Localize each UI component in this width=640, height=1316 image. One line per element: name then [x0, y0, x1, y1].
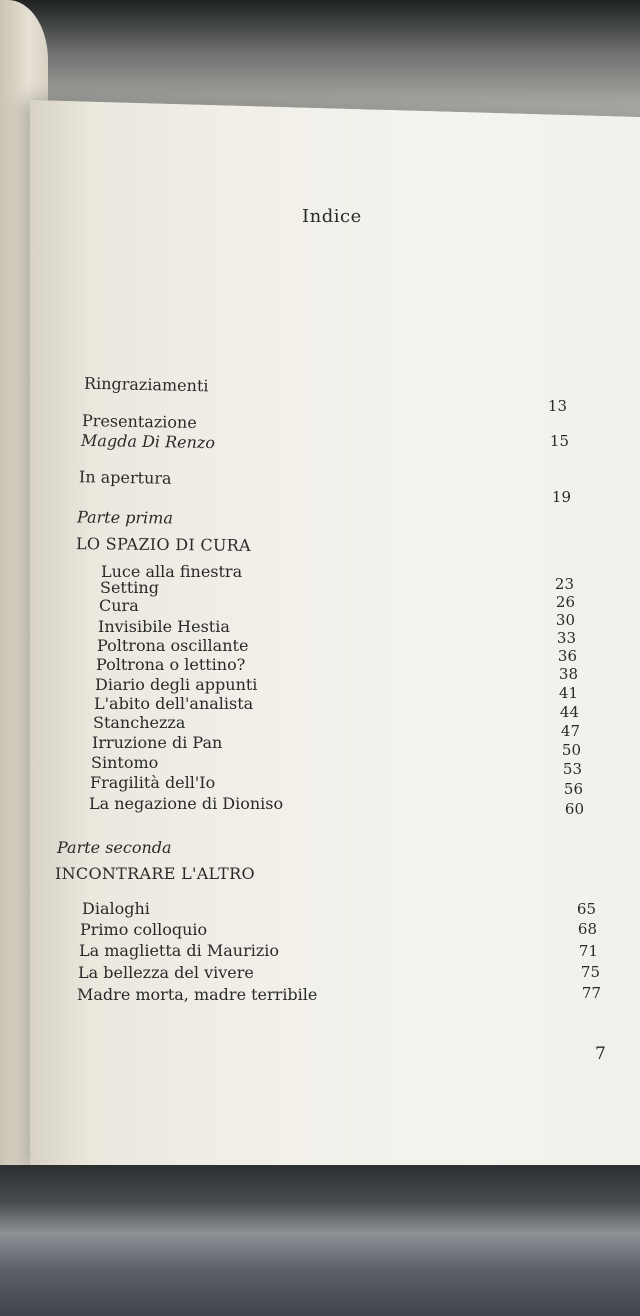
toc-page-ringraziamenti: 13: [547, 397, 567, 415]
background-bottom: [0, 1165, 640, 1316]
toc-entry-ringraziamenti: Ringraziamenti: [83, 373, 209, 396]
toc-page: 60: [564, 800, 584, 818]
part1-heading: LO SPAZIO DI CURA: [75, 534, 252, 555]
toc-entry: Setting: [100, 578, 159, 597]
toc-entry: Luce alla finestra: [101, 562, 243, 581]
toc-page: 53: [562, 760, 582, 778]
toc-page-in-apertura: 19: [551, 488, 571, 506]
toc-page-presentazione: 15: [549, 432, 569, 450]
toc-page: 38: [558, 665, 578, 683]
part2-label: Parte seconda: [57, 838, 172, 857]
toc-page: 71: [578, 942, 598, 960]
toc-entry: La maglietta di Maurizio: [79, 941, 280, 960]
toc-page: 33: [556, 629, 576, 647]
toc-entry: Irruzione di Pan: [92, 733, 223, 752]
toc-entry: Diario degli appunti: [95, 675, 258, 694]
toc-page: 23: [554, 575, 574, 593]
toc-entry: Invisibile Hestia: [98, 617, 230, 636]
toc-page: 56: [563, 780, 583, 798]
part2-heading: INCONTRARE L'ALTRO: [55, 864, 255, 883]
toc-page: 68: [577, 920, 597, 938]
toc-entry-presentazione-author: Magda Di Renzo: [80, 430, 216, 453]
toc-entry: Poltrona o lettino?: [96, 655, 246, 674]
toc-page: 44: [559, 703, 579, 721]
toc-page: 65: [576, 900, 596, 918]
toc-entry: Stanchezza: [93, 713, 186, 732]
toc-page: 26: [555, 593, 575, 611]
toc-entry: L'abito dell'analista: [94, 694, 254, 713]
page-number: 7: [595, 1044, 606, 1064]
toc-entry: Cura: [99, 596, 139, 615]
page-title: Indice: [302, 206, 362, 227]
toc-entry: Dialoghi: [82, 899, 150, 918]
toc-entry-presentazione: Presentazione: [81, 410, 197, 433]
toc-entry: Madre morta, madre terribile: [77, 985, 318, 1004]
toc-entry-in-apertura: In apertura: [78, 467, 172, 488]
toc-entry: La negazione di Dioniso: [89, 794, 284, 813]
toc-page: 30: [555, 611, 575, 629]
toc-page: 50: [561, 741, 581, 759]
toc-entry: Fragilità dell'Io: [90, 773, 216, 792]
toc-page: 75: [580, 963, 600, 981]
toc-entry: Primo colloquio: [80, 920, 208, 939]
toc-page: 41: [558, 684, 578, 702]
toc-entry: La bellezza del vivere: [78, 963, 254, 982]
toc-page: 47: [560, 722, 580, 740]
toc-entry: Poltrona oscillante: [97, 636, 249, 655]
toc-entry: Sintomo: [91, 753, 159, 772]
toc-page: 36: [557, 647, 577, 665]
toc-page: 77: [581, 984, 601, 1002]
part1-label: Parte prima: [76, 507, 174, 528]
